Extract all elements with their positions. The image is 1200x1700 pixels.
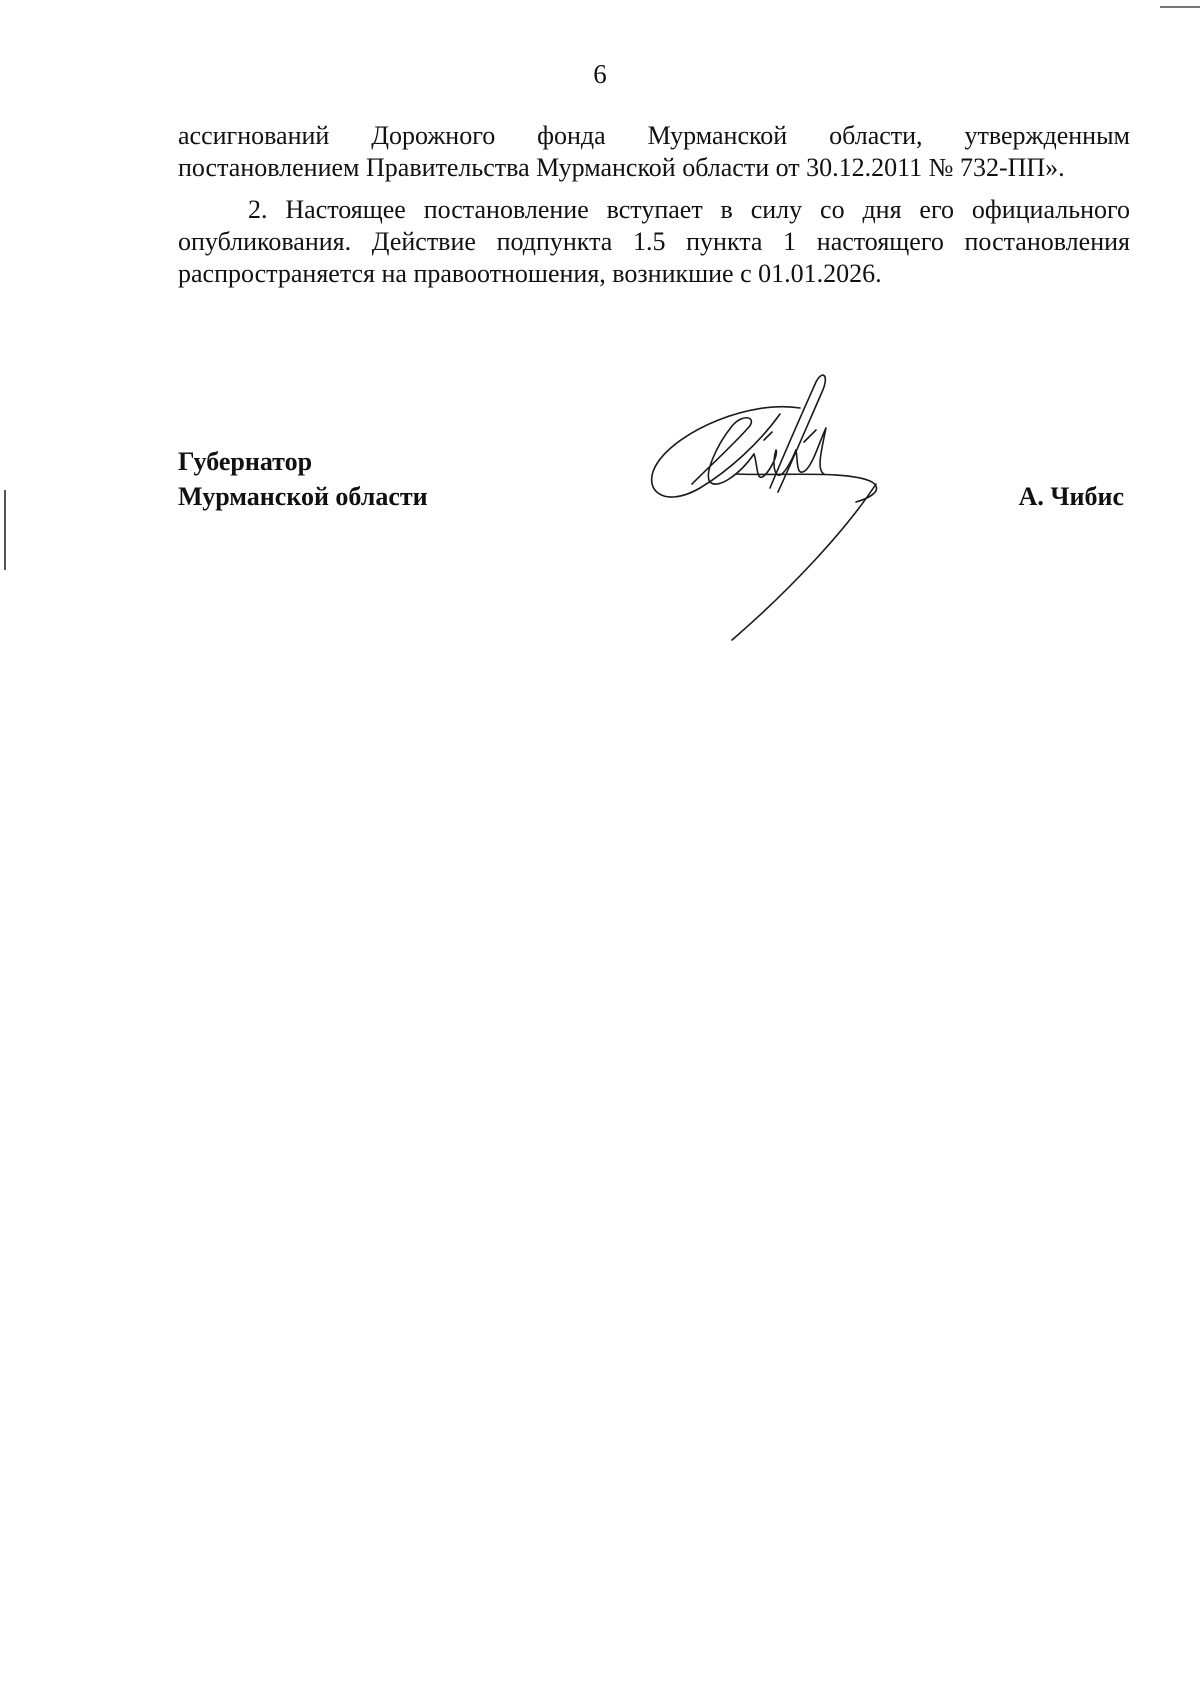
signatory-region: Мурманской области xyxy=(178,482,428,511)
page-number: 6 xyxy=(593,59,607,89)
signatory-position xyxy=(178,444,428,514)
paragraph-effective-date: 2. Настоящее постановление вступает в силу со дня его официального опубликования. Действие подпункта 1.5 пункта 1 настоящего постановления распространяется на правоотношения, возникшие с 01.01.2026. xyxy=(178,195,1130,288)
document-body xyxy=(178,120,1130,290)
signer-name: А. Чибис xyxy=(1018,482,1124,511)
scan-margin-mark xyxy=(4,490,6,570)
scan-corner-mark xyxy=(1160,6,1200,8)
handwritten-signature xyxy=(640,370,960,700)
paragraph-continued: ассигнований Дорожного фонда Мурманской области, утвержденным постановлением Правительства Мурманской области от 30.12.2011 № 732-ПП». xyxy=(178,121,1130,182)
signatory-title: Губернатор xyxy=(178,447,313,476)
